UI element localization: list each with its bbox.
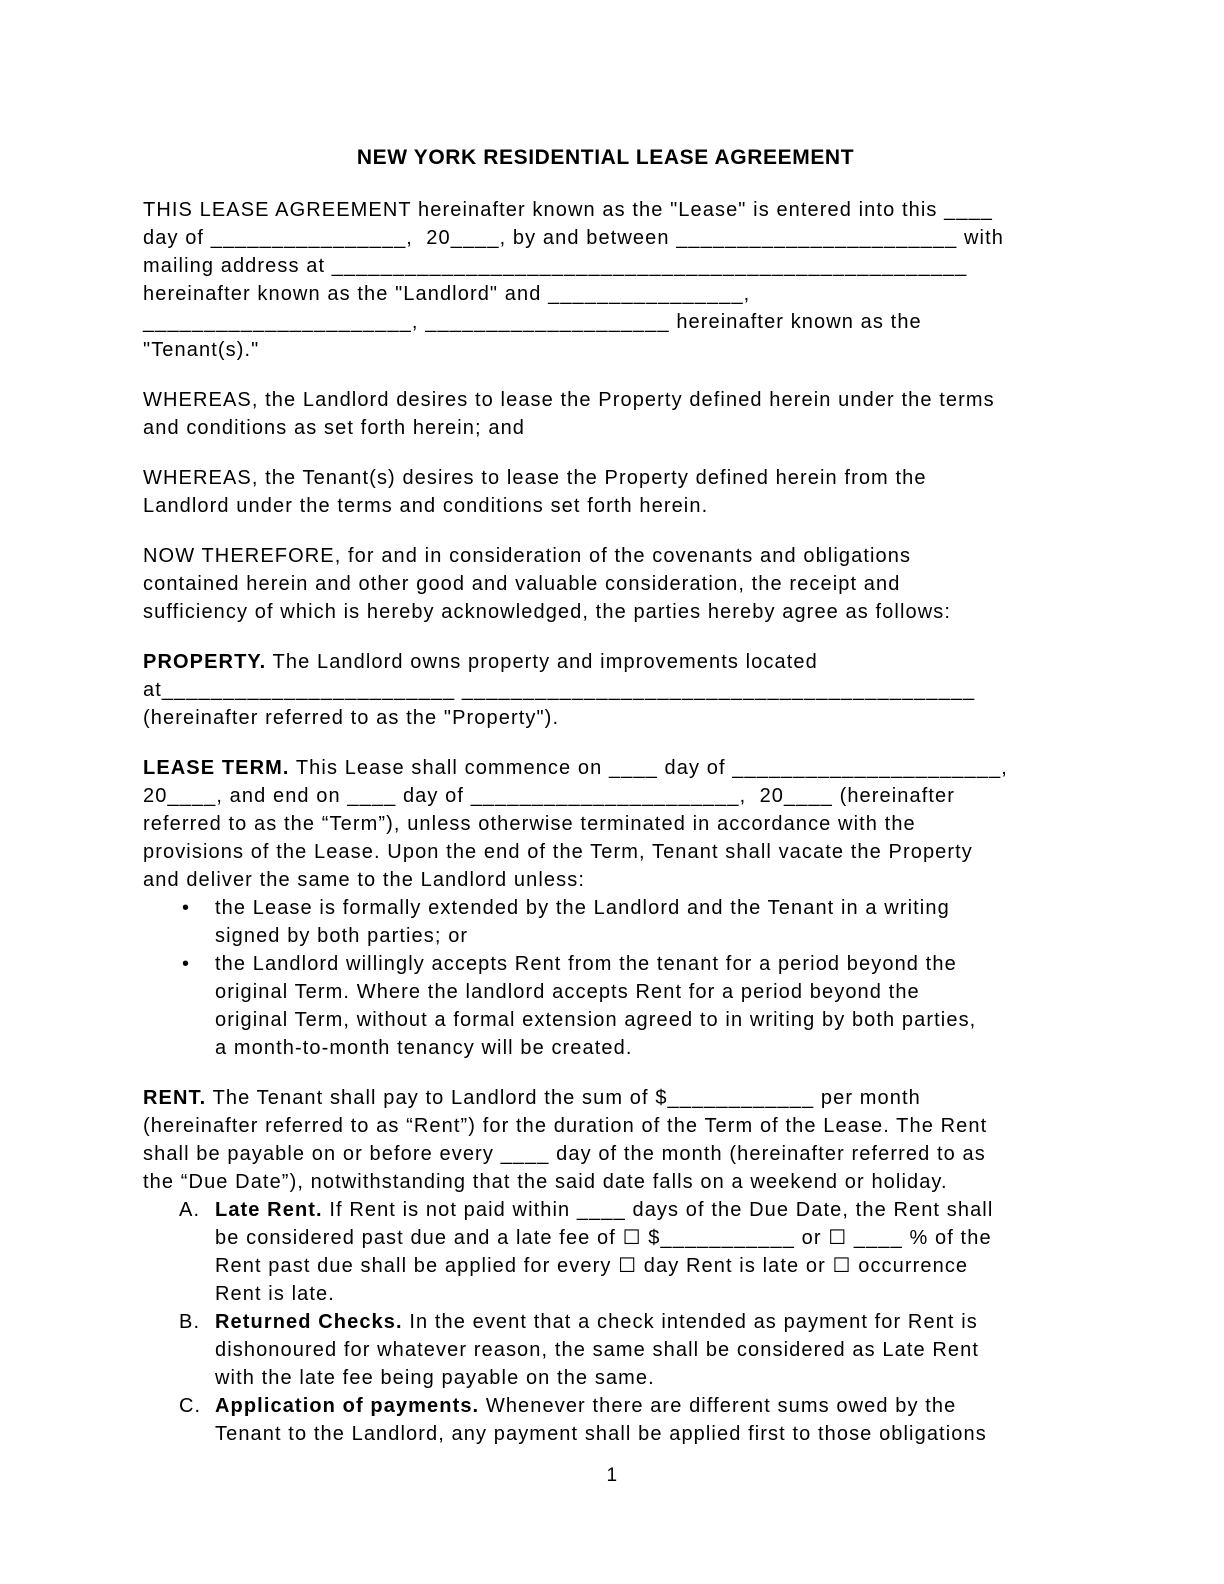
text-line: NOW THEREFORE, for and in consideration of the covenants and obligations: [143, 545, 912, 567]
text-run: This Lease shall commence on ____ day of ______________________,: [289, 757, 1008, 779]
document-title: NEW YORK RESIDENTIAL LEASE AGREEMENT: [356, 146, 855, 169]
text-line: (hereinafter referred to as “Rent”) for the duration of the Term of the Lease. The Rent: [143, 1115, 988, 1137]
text-line: dishonoured for whatever reason, the same shall be considered as Late Rent: [215, 1339, 980, 1361]
text-line: WHEREAS, the Landlord desires to lease the Property defined herein under the terms: [143, 389, 995, 411]
text-line: [215, 1196, 1068, 1224]
paragraph-whereas-tenant: [143, 464, 1068, 520]
text-line: the Lease is formally extended by the Landlord and the Tenant in a writing: [215, 897, 950, 919]
section-heading-lease-term: LEASE TERM.: [143, 757, 290, 779]
paragraph-intro: [143, 196, 1068, 364]
text-line: sufficiency of which is hereby acknowledged, the parties hereby agree as follows:: [143, 601, 952, 623]
section-rent: [143, 1084, 1068, 1448]
text-line: the Landlord willingly accepts Rent from the tenant for a period beyond the: [215, 953, 957, 975]
text-line: signed by both parties; or: [215, 925, 469, 947]
text-line: Landlord under the terms and conditions set forth herein.: [143, 495, 709, 517]
bullet-item: [143, 894, 1068, 950]
text-line: and deliver the same to the Landlord unless:: [143, 869, 585, 891]
list-item-returned-checks: [143, 1308, 1068, 1392]
text-line: be considered past due and a late fee of ☐ $___________ or ☐ ____ % of the: [215, 1227, 992, 1249]
text-run: The Landlord owns property and improvements located: [266, 651, 818, 673]
text-line: [215, 1392, 1068, 1420]
text-line: referred to as the “Term”), unless otherwise terminated in accordance with the: [143, 813, 916, 835]
item-heading-application-of-payments: Application of payments.: [215, 1395, 480, 1417]
item-heading-late-rent: Late Rent.: [215, 1199, 323, 1221]
text-line: a month-to-month tenancy will be created.: [215, 1037, 633, 1059]
list-item-application-of-payments: [143, 1392, 1068, 1448]
section-lease-term: [143, 754, 1068, 1062]
item-heading-returned-checks: Returned Checks.: [215, 1311, 403, 1333]
text-line: shall be payable on or before every ____ day of the month (hereinafter referred to as: [143, 1143, 986, 1165]
text-line: Rent is late.: [215, 1283, 335, 1305]
text-line: with the late fee being payable on the same.: [215, 1367, 655, 1389]
section-property: [143, 648, 1068, 732]
text-line: hereinafter known as the "Landlord" and ________________,: [143, 283, 751, 305]
text-line: [143, 648, 1068, 676]
paragraph-now-therefore: [143, 542, 1068, 626]
text-run: Whenever there are different sums owed by the: [479, 1395, 957, 1417]
text-line: the “Due Date”), notwithstanding that the said date falls on a weekend or holiday.: [143, 1171, 948, 1193]
paragraph-whereas-landlord: [143, 386, 1068, 442]
text-line: original Term. Where the landlord accepts Rent for a period beyond the: [215, 981, 920, 1003]
section-heading-rent: RENT.: [143, 1087, 207, 1109]
text-line: [143, 1084, 1068, 1112]
text-line: "Tenant(s).": [143, 339, 260, 361]
document-content: [143, 144, 1068, 1448]
text-line: original Term, without a formal extension agreed to in writing by both parties,: [215, 1009, 977, 1031]
list-marker: C.: [179, 1395, 202, 1417]
text-line: ______________________, ____________________ hereinafter known as the: [143, 311, 922, 333]
section-heading-property: PROPERTY.: [143, 651, 267, 673]
text-line: THIS LEASE AGREEMENT hereinafter known as the "Lease" is entered into this ____: [143, 199, 994, 221]
bullet-item: [143, 950, 1068, 1062]
list-marker: B.: [179, 1311, 201, 1333]
text-run: The Tenant shall pay to Landlord the sum of $____________ per month: [206, 1087, 921, 1109]
text-line: 20____, and end on ____ day of ______________________, 20____ (hereinafter: [143, 785, 956, 807]
text-run: In the event that a check intended as payment for Rent is: [402, 1311, 978, 1333]
list-item-late-rent: [143, 1196, 1068, 1308]
text-line: provisions of the Lease. Upon the end of the Term, Tenant shall vacate the Property: [143, 841, 973, 863]
text-line: day of ________________, 20____, by and between _______________________ with: [143, 227, 1004, 249]
bullet-icon: •: [182, 897, 191, 919]
list-marker: A.: [179, 1199, 201, 1221]
text-line: contained herein and other good and valuable consideration, the receipt and: [143, 573, 901, 595]
text-line: (hereinafter referred to as the "Property").: [143, 707, 560, 729]
bullet-icon: •: [182, 953, 191, 975]
text-line: Rent past due shall be applied for every ☐ day Rent is late or ☐ occurrence: [215, 1255, 969, 1277]
text-line: Tenant to the Landlord, any payment shall be applied first to those obligations: [215, 1423, 987, 1445]
text-line: [215, 1308, 1068, 1336]
text-line: at________________________ __________________________________________: [143, 679, 976, 701]
text-run: If Rent is not paid within ____ days of the Due Date, the Rent shall: [322, 1199, 994, 1221]
text-line: and conditions as set forth herein; and: [143, 417, 526, 439]
text-line: [143, 754, 1068, 782]
page-number: 1: [606, 1465, 618, 1486]
text-line: WHEREAS, the Tenant(s) desires to lease the Property defined herein from the: [143, 467, 927, 489]
text-line: mailing address at ____________________________________________________: [143, 255, 968, 277]
